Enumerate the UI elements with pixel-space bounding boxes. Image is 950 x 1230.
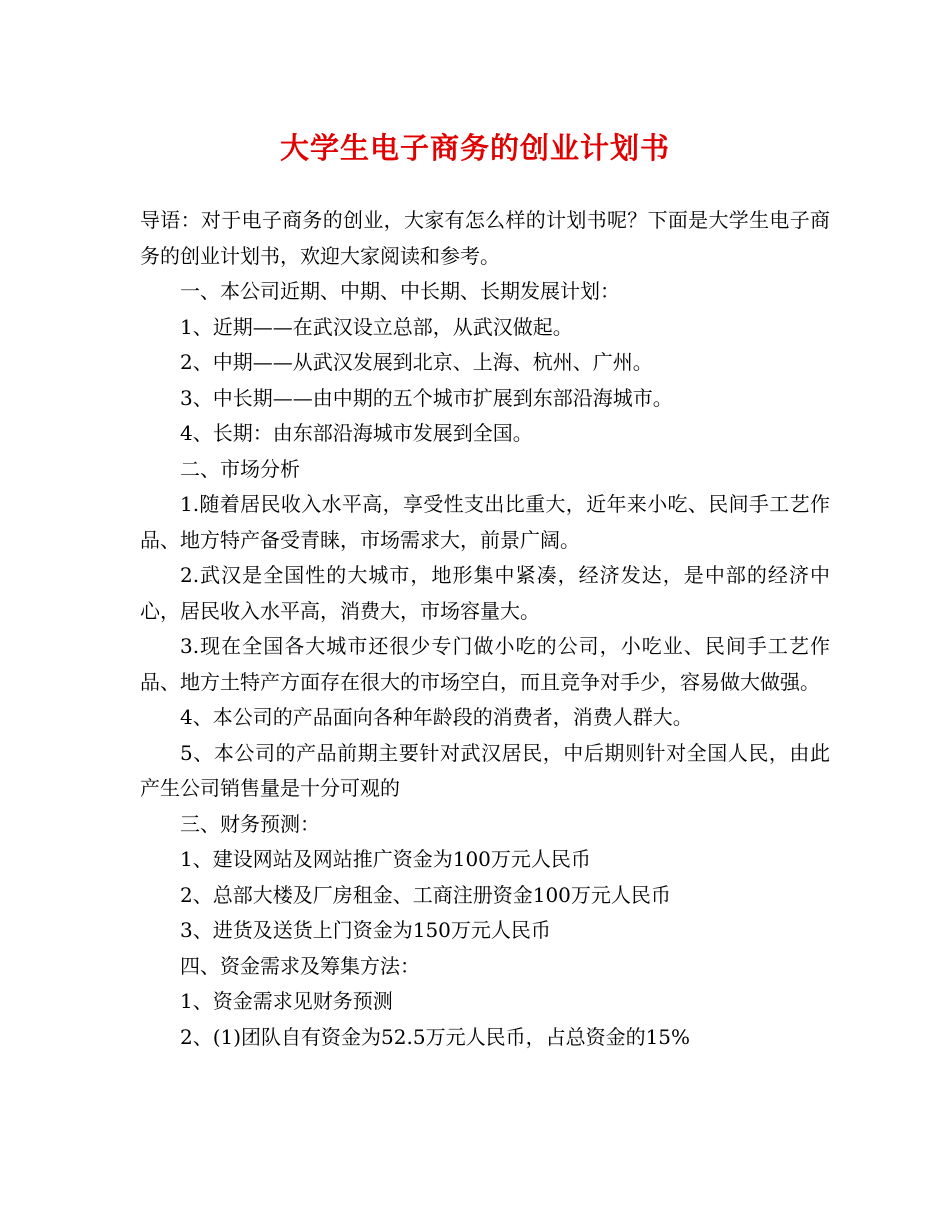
funding-item-1: 1、资金需求见财务预测: [180, 989, 393, 1013]
plan-item-mid-long-term: 3、中长期——由中期的五个城市扩展到东部沿海城市。: [180, 385, 673, 410]
finance-item-3: 3、进货及送货上门资金为150万元人民币: [180, 918, 551, 942]
document-body: [140, 203, 830, 1055]
plan-item-near-term: 1、近期——在武汉设立总部，从武汉做起。: [180, 314, 573, 339]
section-heading-market-analysis: 二、市场分析: [180, 456, 300, 481]
market-point-2: 2.武汉是全国性的大城市，地形集中紧凑，经济发达，是中部的经济中心，居民收入水平高，消费大，市场容量大。: [140, 563, 830, 623]
section-heading-funding: 四、资金需求及筹集方法：: [180, 953, 420, 978]
finance-item-1: 1、建设网站及网站推广资金为100万元人民币: [180, 847, 591, 871]
market-point-5: 5、本公司的产品前期主要针对武汉居民，中后期则针对全国人民，由此产生公司销售量是十分可观的: [140, 740, 830, 800]
section-heading-development-plan: 一、本公司近期、中期、中长期、长期发展计划：: [180, 279, 620, 303]
market-point-4: 4、本公司的产品面向各种年龄段的消费者，消费人群大。: [180, 705, 693, 729]
plan-item-long-term: 4、长期：由东部沿海城市发展到全国。: [180, 421, 533, 445]
section-heading-financial-forecast: 三、财务预测：: [180, 811, 320, 836]
market-point-3: 3.现在全国各大城市还很少专门做小吃的公司，小吃业、民间手工艺作品、地方土特产方面存在很大的市场空白，而且竞争对手少，容易做大做强。: [140, 634, 830, 694]
funding-item-2: 2、(1)团队自有资金为52.5万元人民币，占总资金的15%: [180, 1024, 691, 1049]
document-title: 大学生电子商务的创业计划书: [279, 131, 670, 165]
finance-item-2: 2、总部大楼及厂房租金、工商注册资金100万元人民币: [180, 882, 671, 907]
intro-paragraph: 导语：对于电子商务的创业，大家有怎么样的计划书呢？下面是大学生电子商务的创业计划书，欢迎大家阅读和参考。: [140, 208, 830, 268]
plan-item-mid-term: 2、中期——从武汉发展到北京、上海、杭州、广州。: [180, 350, 653, 374]
market-point-1: 1.随着居民收入水平高，享受性支出比重大，近年来小吃、民间手工艺作品、地方特产备受青睐，市场需求大，前景广阔。: [140, 492, 830, 552]
